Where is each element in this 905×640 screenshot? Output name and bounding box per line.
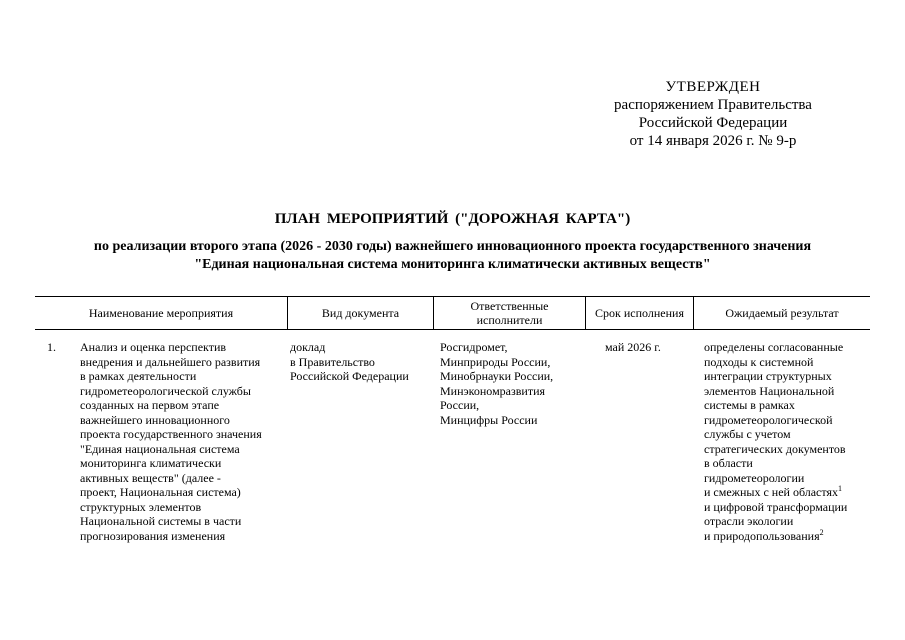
cell-line: созданных на первом этапе — [80, 398, 220, 412]
cell-line: Минобрнауки России, — [440, 369, 554, 383]
cell-line: "Единая национальная система — [80, 441, 240, 456]
column-header-name: Наименование мероприятия — [88, 306, 234, 320]
page-title: ПЛАН МЕРОПРИЯТИЙ ("ДОРОЖНАЯ КАРТА") — [274, 211, 631, 227]
column-header-doc-type: Вид документа — [287, 297, 433, 329]
roadmap-table — [35, 296, 870, 543]
cell-line: Росгидромет, — [440, 340, 508, 354]
cell-line: гидрометеорологии — [704, 470, 805, 485]
row-deadline-cell: май 2026 г. — [605, 340, 661, 354]
row-executors-cell — [440, 340, 590, 427]
row-doc-type-cell — [290, 340, 430, 384]
cell-line: структурных элементов — [80, 499, 202, 514]
cell-line: и природопользования$^2$ — [704, 527, 824, 543]
approval-line: от 14 января 2026 г. № 9-р — [629, 133, 797, 149]
subtitle-line: "Единая национальная система мониторинга климатически активных веществ" — [194, 257, 711, 272]
cell-line: гидрометеорологической — [704, 412, 833, 427]
approval-stamp — [583, 78, 843, 150]
cell-line: определены согласованные — [704, 340, 844, 354]
cell-line: в Правительство — [290, 354, 375, 369]
cell-line: отрасли экологии — [704, 514, 794, 528]
footnote-marker[interactable]: 2 — [819, 527, 824, 537]
cell-line: доклад — [290, 340, 326, 354]
row-number: 1. — [47, 340, 56, 354]
footnote-marker[interactable]: 1 — [838, 484, 842, 493]
cell-line: гидрометеорологической службы — [80, 383, 251, 398]
cell-line: подходы к системной — [704, 354, 814, 369]
cell-line: службы с учетом — [704, 427, 791, 441]
cell-line: Российской Федерации — [290, 369, 409, 383]
cell-line: элементов Национальной — [704, 383, 835, 398]
column-header-deadline: Срок исполнения — [585, 297, 693, 329]
cell-line: Минцифры России — [440, 412, 538, 427]
cell-line: интеграции структурных — [704, 369, 832, 383]
row-name-cell — [80, 340, 295, 543]
column-header-result: Ожидаемый результат — [693, 297, 870, 329]
cell-line: Минэкономразвития — [440, 383, 546, 398]
cell-line: проект, Национальная система) — [80, 485, 241, 499]
cell-line: Национальной системы в части — [80, 514, 242, 528]
cell-line: прогнозирования изменения — [80, 528, 226, 543]
column-header-executors: Ответственные исполнители — [433, 297, 585, 329]
cell-line: и цифровой трансформации — [704, 499, 848, 514]
approval-title: УТВЕРЖДЕН — [665, 79, 761, 95]
cell-line: мониторинга климатически — [80, 456, 222, 470]
cell-line: в области — [704, 456, 753, 470]
table-header — [35, 296, 870, 330]
cell-line: внедрения и дальнейшего развития — [80, 354, 261, 369]
page-subtitle — [20, 238, 885, 274]
cell-line: России, — [440, 398, 480, 412]
cell-line: активных веществ" (далее - — [80, 470, 221, 485]
cell-line: в рамках деятельности — [80, 369, 197, 383]
cell-line: важнейшего инновационного — [80, 412, 230, 427]
cell-line: системы в рамках — [704, 398, 795, 412]
cell-line: стратегических документов — [704, 441, 846, 456]
subtitle-line: по реализации второго этапа (2026 - 2030 годы) важнейшего инновационного проекта государственного значения — [93, 239, 812, 254]
cell-line: проекта государственного значения — [80, 427, 262, 441]
cell-line: Анализ и оценка перспектив — [80, 340, 227, 354]
cell-line: Минприроды России, — [440, 354, 551, 369]
approval-line: Российской Федерации — [638, 115, 788, 131]
approval-line: распоряжением Правительства — [614, 97, 812, 113]
cell-line: и смежных с ней областях$^1$ — [704, 484, 842, 499]
row-result-cell — [704, 340, 879, 543]
